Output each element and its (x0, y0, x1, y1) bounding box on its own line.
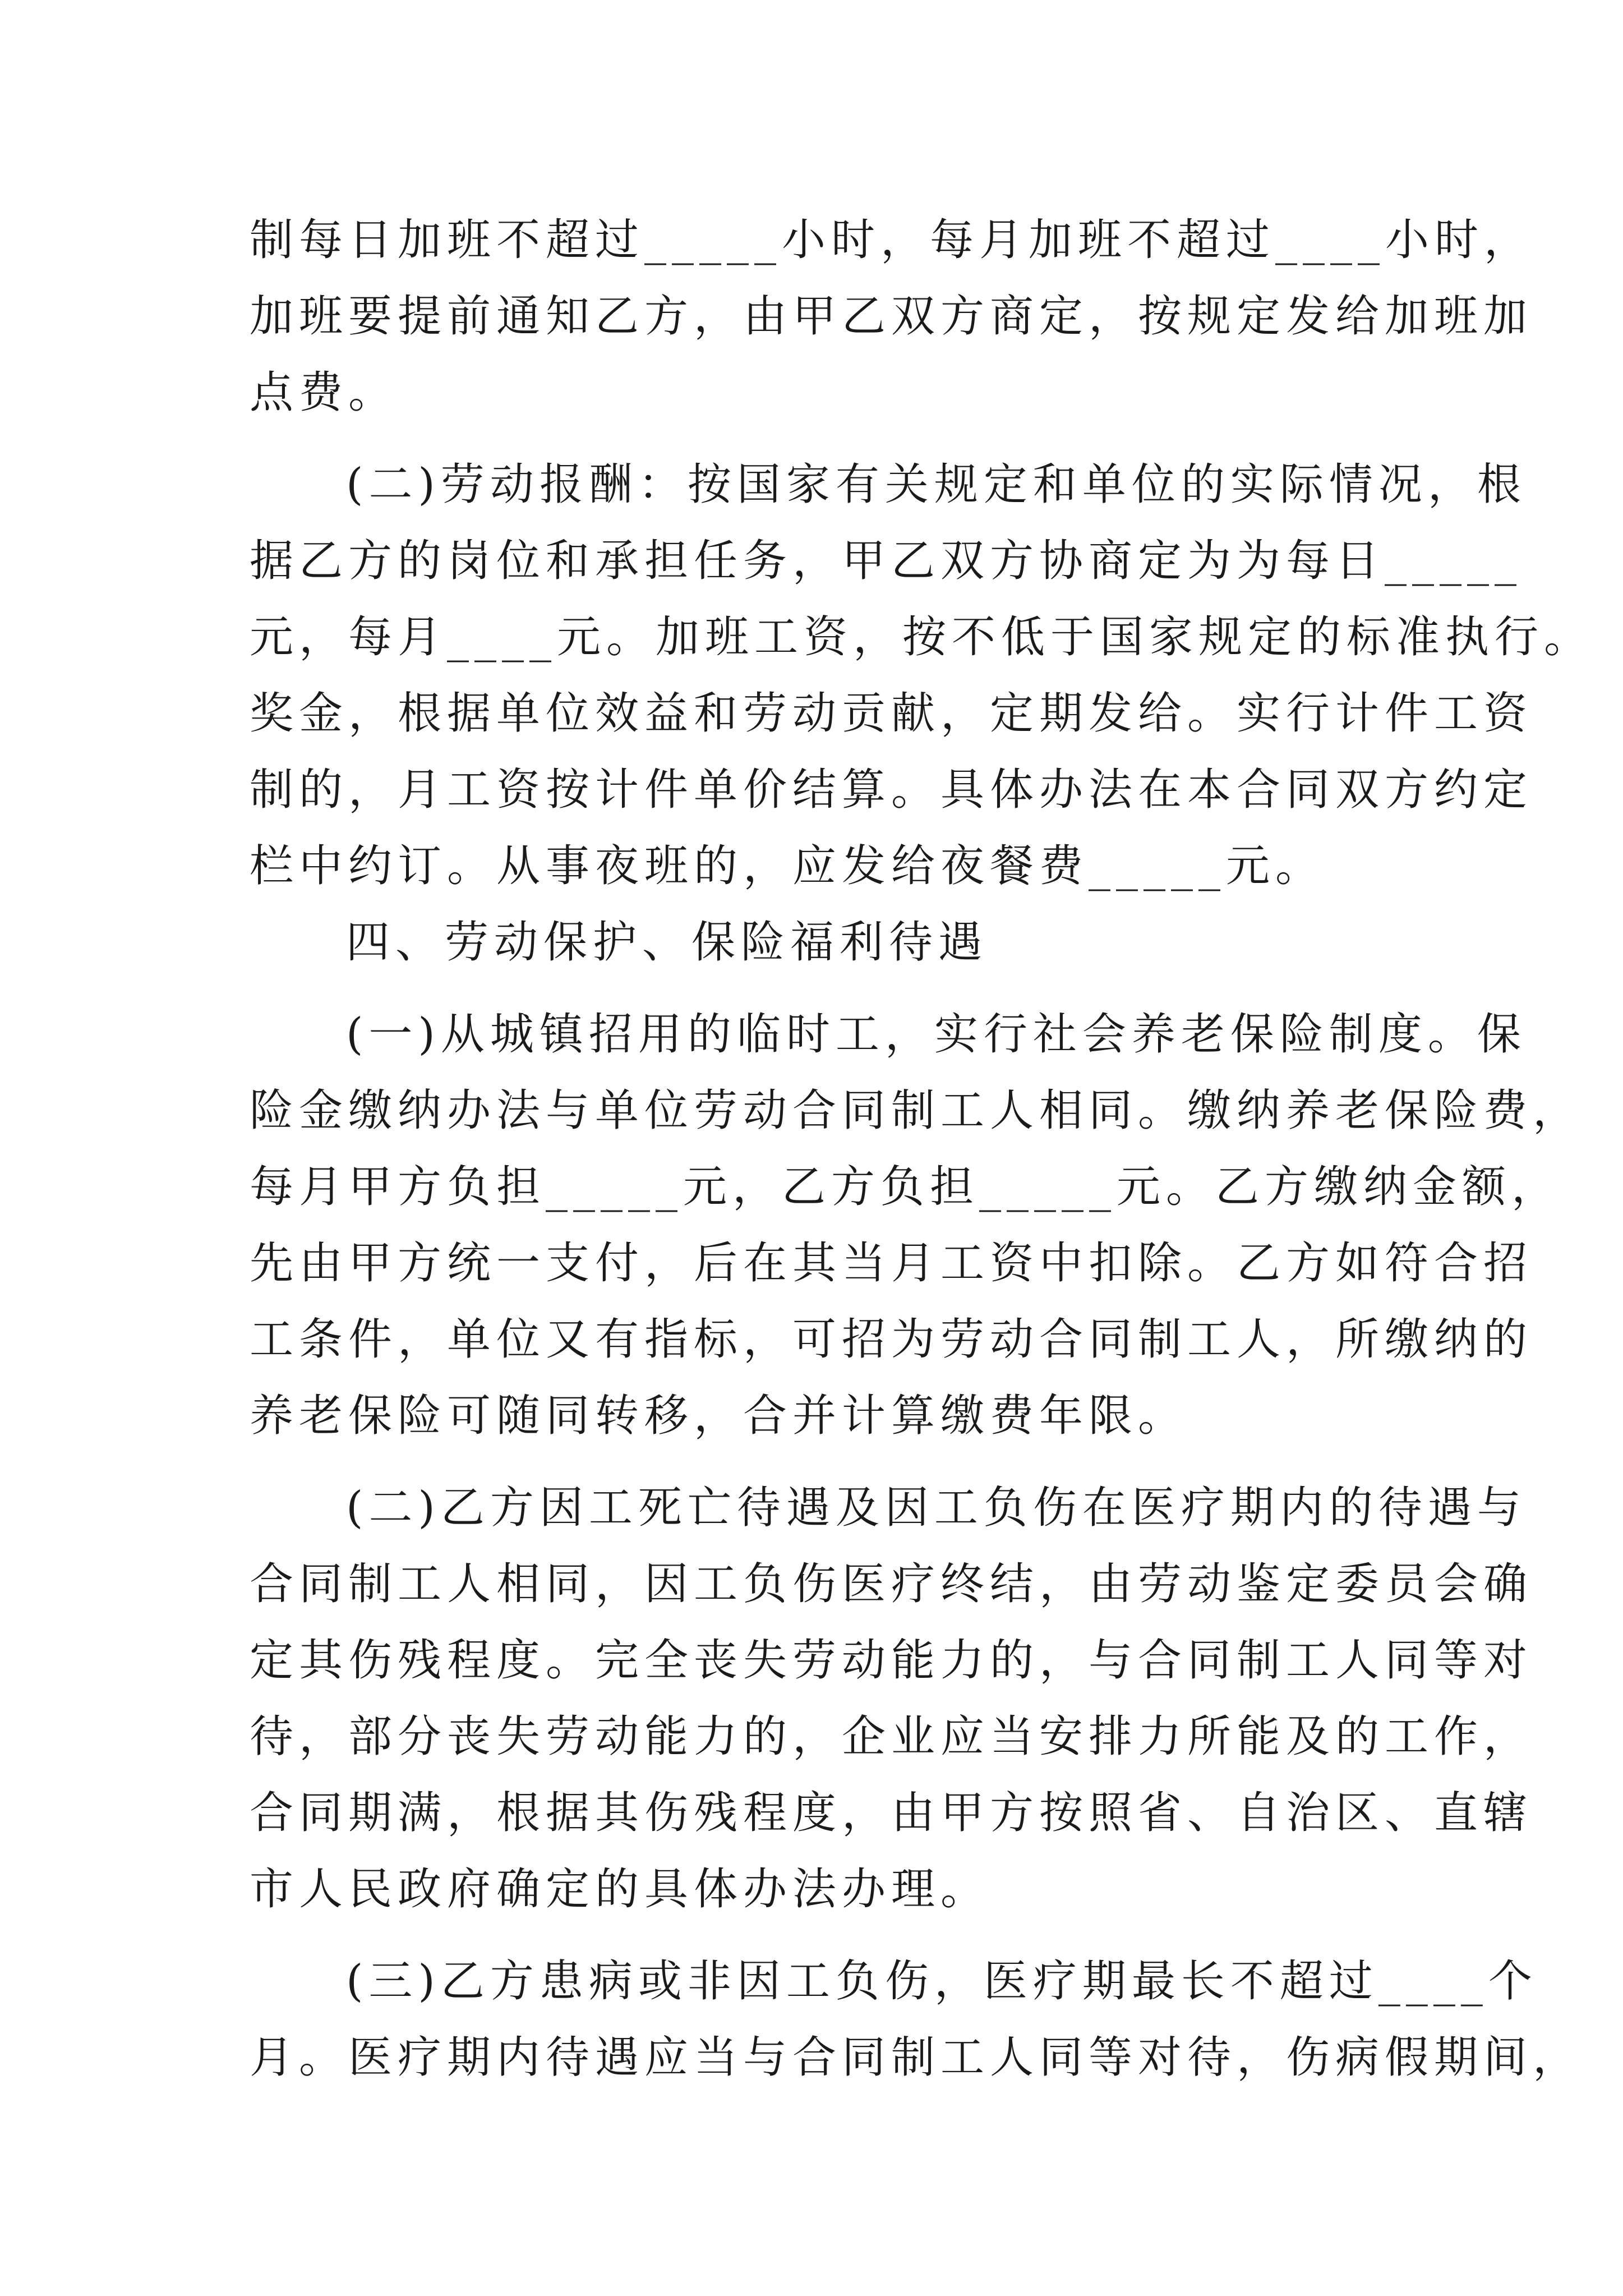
paragraph-line: 制的，月工资按计件单价结算。具体办法在本合同双方约定 (250, 765, 1533, 815)
paragraph-line: 市人民政府确定的具体办法办理。 (250, 1864, 990, 1915)
section-heading: 四、劳动保护、保险福利待遇 (346, 917, 988, 968)
paragraph-line: 月。医疗期内待遇应当与合同制工人同等对待，伤病假期间， (250, 2032, 1583, 2083)
paragraph-line: 合同期满，根据其伤残程度，由甲方按照省、自治区、直辖 (250, 1788, 1533, 1838)
paragraph-line: 制每日加班不超过_____小时，每月加班不超过____小时， (250, 215, 1534, 265)
paragraph-line: 险金缴纳办法与单位劳动合同制工人相同。缴纳养老保险费， (250, 1085, 1583, 1136)
paragraph-line: 点费。 (250, 367, 398, 418)
paragraph-line: 每月甲方负担_____元，乙方负担_____元。乙方缴纳金额， (250, 1162, 1561, 1212)
paragraph-line: 奖金，根据单位效益和劳动贡献，定期发给。实行计件工资 (250, 688, 1533, 739)
paragraph-line: 栏中约订。从事夜班的，应发给夜餐费_____元。 (250, 841, 1325, 891)
paragraph-line: 先由甲方统一支付，后在其当月工资中扣除。乙方如符合招 (250, 1238, 1533, 1289)
paragraph-line: 元，每月____元。加班工资，按不低于国家规定的标准执行。 (250, 612, 1594, 662)
paragraph-line: 合同制工人相同，因工负伤医疗终结，由劳动鉴定委员会确 (250, 1559, 1533, 1609)
paragraph-line: (一)从城镇招用的临时工，实行社会养老保险制度。保 (346, 1009, 1527, 1060)
paragraph-line: 定其伤残程度。完全丧失劳动能力的，与合同制工人同等对 (250, 1635, 1533, 1686)
contract-text (250, 202, 1594, 2096)
paragraph-line: 工条件，单位又有指标，可招为劳动合同制工人，所缴纳的 (250, 1314, 1533, 1365)
paragraph-line: (二)劳动报酬：按国家有关规定和单位的实际情况，根 (346, 459, 1527, 510)
paragraph-line: (三)乙方患病或非因工负伤，医疗期最长不超过____个 (346, 1956, 1538, 2007)
paragraph-line: 待，部分丧失劳动能力的，企业应当安排力所能及的工作， (250, 1711, 1533, 1762)
paragraph-line: 加班要提前通知乙方，由甲乙双方商定，按规定发给加班加 (250, 291, 1533, 342)
paragraph-line: (二)乙方因工死亡待遇及因工负伤在医疗期内的待遇与 (346, 1483, 1527, 1533)
paragraph-line: 据乙方的岗位和承担任务，甲乙双方协商定为为每日_____ (250, 536, 1523, 586)
paragraph-line: 养老保险可随同转移，合并计算缴费年限。 (250, 1391, 1188, 1441)
